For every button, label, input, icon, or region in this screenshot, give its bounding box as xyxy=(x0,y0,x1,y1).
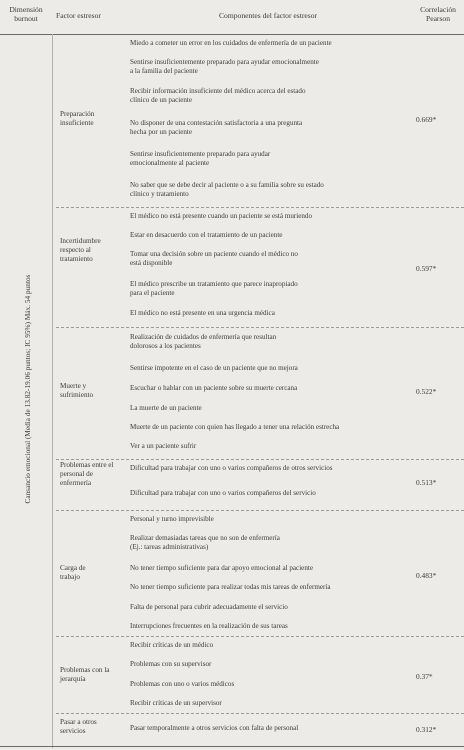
header-factor: Factor estresor xyxy=(56,11,101,20)
correlation-value: 0.312* xyxy=(416,725,437,734)
component-item: Pasar temporalmente a otros servicios con falta de personal xyxy=(130,724,299,732)
component-item: El médico no está presente en una urgencia médica xyxy=(130,309,275,317)
component-item: Estar en desacuerdo con el tratamiento de un paciente xyxy=(130,231,283,239)
dimension-divider xyxy=(52,34,53,748)
table-header xyxy=(0,0,464,34)
component-item: Recibir críticas de un médico xyxy=(130,641,214,649)
factor-name: Problemas con la jerarquía xyxy=(60,666,110,683)
component-item: Recibir críticas de un supervisor xyxy=(130,699,222,707)
component-item: Problemas con uno o varios médicos xyxy=(130,680,235,688)
header-rule xyxy=(0,34,464,35)
correlation-value: 0.483* xyxy=(416,571,437,580)
component-item: Personal y turno imprevisible xyxy=(130,515,214,523)
dimension-label: Cansancio emocional (Media de 13.82-19.06 puntos; IC 95%) Máx. 54 puntos xyxy=(24,274,32,504)
component-item: Realizar demasiadas tareas que no son de enfermería (Ej.: tareas administrativas) xyxy=(130,534,280,552)
factor-name: Problemas entre el personal de enfermería xyxy=(60,461,114,487)
component-item: La muerte de un paciente xyxy=(130,404,202,412)
component-item: No disponer de una contestación satisfactoria a una pregunta hecha por un paciente xyxy=(130,119,303,137)
correlation-value: 0.522* xyxy=(416,387,437,396)
component-item: Realización de cuidados de enfermería que resultan dolorosos a los pacientes xyxy=(130,333,277,351)
component-item: El médico prescribe un tratamiento que parece inapropiado para el paciente xyxy=(130,280,298,298)
factor-name: Pasar a otros servicios xyxy=(60,718,97,735)
component-item: Escuchar o hablar con un paciente sobre su muerte cercana xyxy=(130,384,298,392)
component-item: No tener tiempo suficiente para realizar todas mis tareas de enfermería xyxy=(130,583,331,591)
component-item: Sentirse impotente en el caso de un paciente que no mejora xyxy=(130,364,298,372)
header-components: Componentes del factor estresor xyxy=(218,11,318,20)
component-item: Muerte de un paciente con quien has llegado a tener una relación estrecha xyxy=(130,423,340,431)
group-separator xyxy=(56,327,464,328)
correlation-value: 0.513* xyxy=(416,478,437,487)
factor-name: Muerte y sufrimiento xyxy=(60,382,94,399)
header-correlation: Correlación Pearson xyxy=(420,5,456,23)
component-item: El médico no está presente cuando un paciente se está muriendo xyxy=(130,212,313,220)
group-separator xyxy=(56,207,464,208)
header-dimension: Dimensión burnout xyxy=(9,5,43,23)
component-item: Recibir información insuficiente del médico acerca del estado clínico de un paciente xyxy=(130,87,306,105)
component-item: No tener tiempo suficiente para dar apoyo emocional al paciente xyxy=(130,564,313,572)
factor-name: Incertidumbre respecto al tratamiento xyxy=(60,237,101,263)
bottom-rule xyxy=(0,746,464,747)
component-item: Ver a un paciente sufrir xyxy=(130,442,197,450)
correlation-value: 0.597* xyxy=(416,264,437,273)
factor-name: Preparación insuficiente xyxy=(60,110,95,127)
component-item: Dificultad para trabajar con uno o varios compañeros de otros servicios xyxy=(130,464,333,472)
component-item: Sentirse insuficientemente preparado para ayudar emocionalmente al paciente xyxy=(130,150,271,168)
group-separator xyxy=(56,459,464,460)
group-separator xyxy=(56,510,464,511)
component-item: No saber que se debe decir al paciente o a su familia sobre su estado clínico y tratamiento xyxy=(130,181,324,199)
factor-name: Carga de trabajo xyxy=(60,564,86,581)
component-item: Falta de personal para cubrir adecuadamente el servicio xyxy=(130,603,288,611)
component-item: Problemas con su supervisor xyxy=(130,660,212,668)
component-item: Miedo a cometer un error en los cuidados de enfermería de un paciente xyxy=(130,39,332,47)
group-separator xyxy=(56,713,464,714)
correlation-value: 0.669* xyxy=(416,115,437,124)
component-item: Tomar una decisión sobre un paciente cuando el médico no está disponible xyxy=(130,250,298,268)
component-item: Interrupciones frecuentes en la realización de sus tareas xyxy=(130,622,288,630)
group-separator xyxy=(56,636,464,637)
component-item: Sentirse insuficientemente preparado para ayudar emocionalmente a la familia del paciente xyxy=(130,58,319,76)
correlation-value: 0.37* xyxy=(416,672,433,681)
component-item: Dificultad para trabajar con uno o varios compañeros del servicio xyxy=(130,489,316,497)
